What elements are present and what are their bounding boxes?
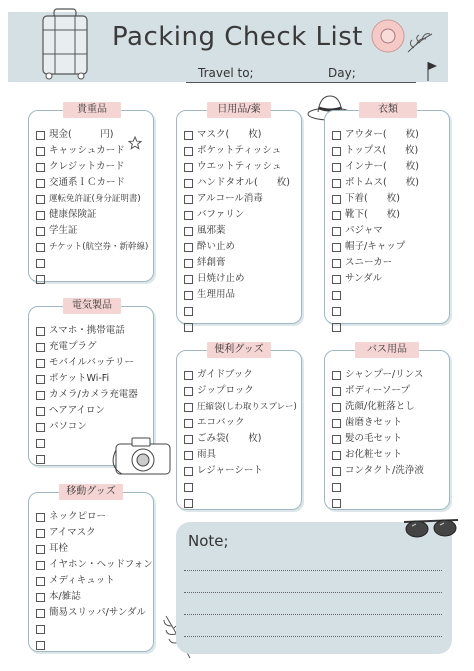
- checklist-item[interactable]: ボトムス( 枚): [332, 175, 419, 191]
- checkbox[interactable]: [36, 513, 45, 522]
- checklist-item[interactable]: ジップロック: [184, 383, 297, 399]
- checklist-item[interactable]: [184, 479, 297, 495]
- checklist-item[interactable]: スマホ・携帯電話: [36, 323, 138, 339]
- checkbox[interactable]: [184, 403, 193, 412]
- checklist-item[interactable]: 酔い止め: [184, 239, 290, 255]
- checklist-item[interactable]: バファリン: [184, 207, 290, 223]
- checkbox[interactable]: [332, 291, 341, 300]
- checkbox[interactable]: [332, 499, 341, 508]
- checkbox[interactable]: [36, 439, 45, 448]
- checkbox[interactable]: [184, 227, 193, 236]
- checkbox[interactable]: [332, 451, 341, 460]
- checkbox[interactable]: [36, 641, 45, 650]
- checkbox[interactable]: [184, 419, 193, 428]
- checklist-item[interactable]: [36, 271, 148, 287]
- checkbox[interactable]: [332, 323, 341, 332]
- checklist-item[interactable]: [184, 319, 290, 335]
- items-travel-goods: [36, 509, 153, 653]
- section-clothes: [324, 104, 450, 324]
- checkbox[interactable]: [36, 195, 45, 204]
- checkbox[interactable]: [184, 275, 193, 284]
- checkbox[interactable]: [332, 371, 341, 380]
- items-bath: [332, 367, 424, 511]
- checklist-item[interactable]: サンダル: [332, 271, 419, 287]
- flag-icon: [425, 60, 439, 82]
- checkbox[interactable]: [36, 343, 45, 352]
- checkbox[interactable]: [184, 483, 193, 492]
- checklist-item[interactable]: [184, 303, 290, 319]
- checklist-item[interactable]: 風邪薬: [184, 223, 290, 239]
- checklist-item[interactable]: 充電プラグ: [36, 339, 138, 355]
- checklist-item[interactable]: お化粧セット: [332, 447, 424, 463]
- checklist-item[interactable]: スニーカー: [332, 255, 419, 271]
- section-title-clothes: 衣類: [359, 102, 417, 118]
- checkbox[interactable]: [332, 211, 341, 220]
- checklist-item[interactable]: ヘアアイロン: [36, 403, 138, 419]
- checklist-item[interactable]: [332, 479, 424, 495]
- checklist-item[interactable]: ネックピロー: [36, 509, 153, 525]
- checkbox[interactable]: [36, 577, 45, 586]
- checkbox[interactable]: [332, 387, 341, 396]
- note-line: [184, 592, 442, 593]
- sunglasses-icon: [402, 516, 460, 542]
- checkbox[interactable]: [36, 327, 45, 336]
- checkbox[interactable]: [184, 179, 193, 188]
- checklist-item[interactable]: パジャマ: [332, 223, 419, 239]
- section-bath: [324, 344, 450, 510]
- items-clothes: [332, 127, 419, 335]
- checkbox[interactable]: [36, 609, 45, 618]
- camera-icon: [112, 432, 176, 478]
- checklist-item[interactable]: シャンプー/リンス: [332, 367, 424, 383]
- checkbox[interactable]: [36, 211, 45, 220]
- checkbox[interactable]: [36, 593, 45, 602]
- checkbox[interactable]: [332, 227, 341, 236]
- checkbox[interactable]: [332, 419, 341, 428]
- checkbox[interactable]: [184, 147, 193, 156]
- checkbox[interactable]: [332, 403, 341, 412]
- checklist-item[interactable]: 下着( 枚): [332, 191, 419, 207]
- checklist-item[interactable]: エコバック: [184, 415, 297, 431]
- day-label: Day;: [328, 66, 356, 80]
- checklist-item[interactable]: 髪の毛セット: [332, 431, 424, 447]
- checklist-item[interactable]: 交通系ＩＣカード: [36, 175, 148, 191]
- checkbox[interactable]: [36, 391, 45, 400]
- checkbox[interactable]: [36, 407, 45, 416]
- checklist-item[interactable]: [332, 303, 419, 319]
- checklist-item[interactable]: メディキュット: [36, 573, 153, 589]
- checkbox[interactable]: [36, 227, 45, 236]
- travel-line: [186, 82, 416, 83]
- checkbox[interactable]: [36, 163, 45, 172]
- checklist-item[interactable]: 本/雑誌: [36, 589, 153, 605]
- checkbox[interactable]: [332, 483, 341, 492]
- checkbox[interactable]: [332, 179, 341, 188]
- checklist-item[interactable]: 学生証: [36, 223, 148, 239]
- section-title-travel-goods: 移動グッズ: [59, 484, 123, 500]
- checkbox[interactable]: [184, 467, 193, 476]
- checkbox[interactable]: [36, 375, 45, 384]
- checkbox[interactable]: [36, 259, 45, 268]
- checklist-item[interactable]: ウエットティッシュ: [184, 159, 290, 175]
- checkbox[interactable]: [184, 323, 193, 332]
- checkbox[interactable]: [184, 499, 193, 508]
- checklist-item[interactable]: モバイルバッテリー: [36, 355, 138, 371]
- checkbox[interactable]: [184, 435, 193, 444]
- checklist-item[interactable]: チケット(航空券・新幹線): [36, 239, 148, 255]
- checkbox[interactable]: [36, 275, 45, 284]
- checkbox[interactable]: [332, 467, 341, 476]
- checklist-item[interactable]: [184, 495, 297, 511]
- checkbox[interactable]: [332, 163, 341, 172]
- checklist-item[interactable]: [332, 495, 424, 511]
- checklist-item[interactable]: クレジットカード: [36, 159, 148, 175]
- checklist-item[interactable]: 靴下( 枚): [332, 207, 419, 223]
- checklist-item[interactable]: [36, 621, 153, 637]
- checklist-item[interactable]: ポケットティッシュ: [184, 143, 290, 159]
- section-title-electric: 電気製品: [63, 298, 121, 314]
- checkbox[interactable]: [184, 195, 193, 204]
- checklist-item[interactable]: コンタクト/洗浄液: [332, 463, 424, 479]
- section-title-valuables: 貴重品: [63, 102, 121, 118]
- note-line: [184, 614, 442, 615]
- checklist-item[interactable]: カメラ/カメラ充電器: [36, 387, 138, 403]
- checkbox[interactable]: [184, 163, 193, 172]
- checkbox[interactable]: [332, 275, 341, 284]
- checklist-item[interactable]: アイマスク: [36, 525, 153, 541]
- section-convenience: [176, 344, 302, 510]
- checkbox[interactable]: [332, 131, 341, 140]
- checklist-item[interactable]: 現金( 円): [36, 127, 148, 143]
- checklist-item[interactable]: 生理用品: [184, 287, 290, 303]
- checklist-item[interactable]: 健康保険証: [36, 207, 148, 223]
- checklist-item[interactable]: レジャーシート: [184, 463, 297, 479]
- star-icon: [128, 136, 142, 150]
- checkbox[interactable]: [184, 259, 193, 268]
- suitcase-icon: [40, 8, 90, 80]
- checkbox[interactable]: [184, 387, 193, 396]
- checklist-item[interactable]: [36, 637, 153, 653]
- checkbox[interactable]: [36, 359, 45, 368]
- checklist-item[interactable]: 歯磨きセット: [332, 415, 424, 431]
- checkbox[interactable]: [184, 211, 193, 220]
- section-title-bath: バス用品: [355, 342, 419, 358]
- checklist-item[interactable]: インナー( 枚): [332, 159, 419, 175]
- flower-icon: [368, 12, 438, 64]
- items-convenience: [184, 367, 297, 511]
- note-label: Note;: [188, 532, 229, 550]
- checkbox[interactable]: [184, 291, 193, 300]
- checkbox[interactable]: [332, 243, 341, 252]
- checklist-item[interactable]: 運転免許証(身分証明書): [36, 191, 148, 207]
- checkbox[interactable]: [184, 451, 193, 460]
- checklist-item[interactable]: ポケットWi-Fi: [36, 371, 138, 387]
- items-valuables: [36, 127, 148, 287]
- page-title: Packing Check List: [112, 22, 363, 52]
- checklist-item[interactable]: パソコン: [36, 419, 138, 435]
- checklist-item[interactable]: 洗顔/化粧落とし: [332, 399, 424, 415]
- section-title-daily: 日用品/薬: [207, 102, 271, 118]
- items-daily: [184, 127, 290, 335]
- checkbox[interactable]: [36, 243, 45, 252]
- section-travel-goods: [28, 486, 154, 652]
- section-daily: [176, 104, 302, 324]
- checklist-item[interactable]: 帽子/キャップ: [332, 239, 419, 255]
- checklist-item[interactable]: イヤホン・ヘッドフォン: [36, 557, 153, 573]
- checklist-item[interactable]: 絆創膏: [184, 255, 290, 271]
- checkbox[interactable]: [36, 625, 45, 634]
- checkbox[interactable]: [36, 147, 45, 156]
- checkbox[interactable]: [332, 435, 341, 444]
- checklist-item[interactable]: マスク( 枚): [184, 127, 290, 143]
- checklist-item[interactable]: キャッシュカード: [36, 143, 148, 159]
- checkbox[interactable]: [332, 147, 341, 156]
- checkbox[interactable]: [36, 179, 45, 188]
- checklist-item[interactable]: 簡易スリッパ/サンダル: [36, 605, 153, 621]
- checkbox[interactable]: [332, 307, 341, 316]
- checkbox[interactable]: [36, 529, 45, 538]
- checklist-item[interactable]: 圧縮袋(しわ取りスプレー): [184, 399, 297, 415]
- checklist-item[interactable]: トップス( 枚): [332, 143, 419, 159]
- checklist-item[interactable]: ガイドブック: [184, 367, 297, 383]
- checklist-item[interactable]: [332, 319, 419, 335]
- checkbox[interactable]: [36, 455, 45, 464]
- checkbox[interactable]: [36, 561, 45, 570]
- checklist-item[interactable]: ボディーソープ: [332, 383, 424, 399]
- checkbox[interactable]: [36, 131, 45, 140]
- checklist-item[interactable]: アルコール消毒: [184, 191, 290, 207]
- checkbox[interactable]: [36, 423, 45, 432]
- checklist-item[interactable]: [36, 255, 148, 271]
- checkbox[interactable]: [184, 243, 193, 252]
- checkbox[interactable]: [332, 195, 341, 204]
- checkbox[interactable]: [184, 131, 193, 140]
- checklist-item[interactable]: ごみ袋( 枚): [184, 431, 297, 447]
- travel-to-label: Travel to;: [198, 66, 254, 80]
- checklist-item[interactable]: [332, 287, 419, 303]
- note-line: [184, 570, 442, 571]
- checkbox[interactable]: [184, 307, 193, 316]
- checklist-item[interactable]: アウター( 枚): [332, 127, 419, 143]
- checklist-item[interactable]: ハンドタオル( 枚): [184, 175, 290, 191]
- checklist-item[interactable]: 耳栓: [36, 541, 153, 557]
- checkbox[interactable]: [184, 371, 193, 380]
- checklist-item[interactable]: 雨具: [184, 447, 297, 463]
- note-line: [184, 636, 442, 637]
- checkbox[interactable]: [332, 259, 341, 268]
- section-title-convenience: 便利グッズ: [207, 342, 271, 358]
- checkbox[interactable]: [36, 545, 45, 554]
- checklist-item[interactable]: 日焼け止め: [184, 271, 290, 287]
